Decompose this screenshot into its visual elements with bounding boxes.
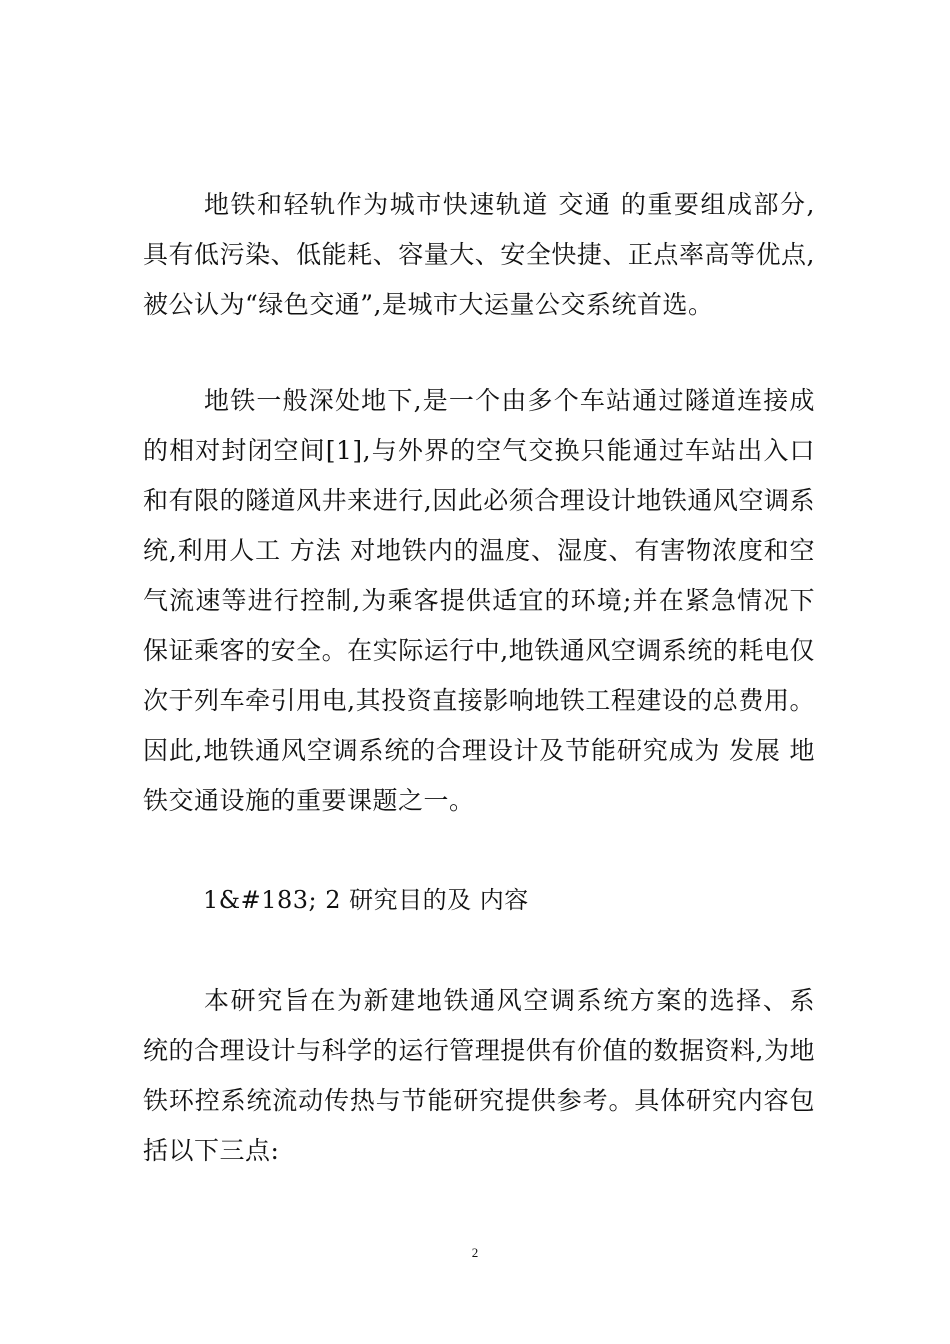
body-paragraph: 地铁一般深处地下,是一个由多个车站通过隧道连接成的相对封闭空间[1],与外界的空气交换只能通过车站出入口和有限的隧道风井来进行,因此必须合理设计地铁通风空调系统,利用人工 方法 对地铁内的温度、湿度、有害物浓度和空气流速等进行控制,为乘客提供适宜的环境;并在紧急情况下保证乘客的安全。在实际运行中,地铁通风空调系统的耗电仅次于列车牵引用电,其投资直接影响地铁工程建设的总费用。因此,地铁通风空调系统的合理设计及节能研究成为 发展 地铁交通设施的重要课题之一。 bbox=[143, 386, 815, 815]
body-paragraph: 地铁和轻轨作为城市快速轨道 交通 的重要组成部分,具有低污染、低能耗、容量大、安全快捷、正点率高等优点,被公认为“绿色交通”,是城市大运量公交系统首选。 bbox=[143, 190, 815, 319]
page-number: 2 bbox=[471, 1245, 479, 1260]
body-paragraph: 本研究旨在为新建地铁通风空调系统方案的选择、系统的合理设计与科学的运行管理提供有价值的数据资料,为地铁环控系统流动传热与节能研究提供参考。具体研究内容包括以下三点: bbox=[143, 986, 815, 1165]
section-heading: 1&#183; 2 研究目的及 内容 bbox=[203, 886, 529, 914]
